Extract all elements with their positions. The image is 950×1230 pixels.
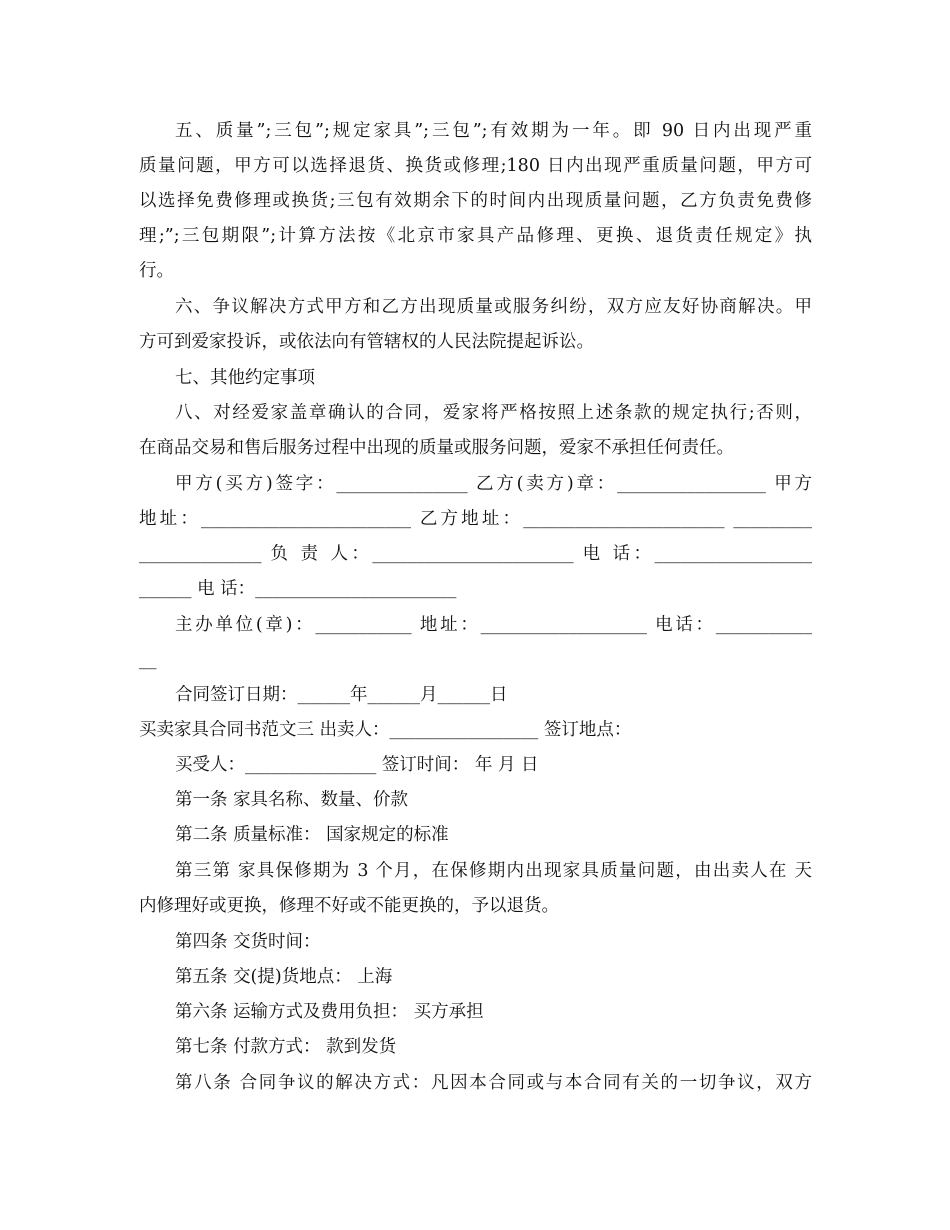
document-line: 第六条 运输方式及费用负担： 买方承担 [175, 1002, 484, 1022]
document-line: 八、对经爱家盖章确认的合同，爱家将严格按照上述条款的规定执行;否则， [175, 403, 812, 423]
document-line: 六、争议解决方式甲方和乙方出现质量或服务纠纷，双方应友好协商解决。甲 [175, 297, 812, 317]
document-line: ______________ 负 责 人：_______________________ 电 话：__________________ [139, 544, 812, 564]
document-line: 主办单位(章)：___________ 地址：___________________ 电话：___________ [175, 615, 812, 635]
document-line: 理;”;三包期限”;计算方法按《北京市家具产品修理、更换、退货责任规定》执 [139, 226, 812, 246]
document-line: 第四条 交货时间： [175, 932, 321, 952]
document-line: 第五条 交(提)货地点： 上海 [175, 967, 393, 987]
document-line: 买受人：_______________ 签订时间： 年 月 日 [175, 755, 539, 775]
document-line: 甲方(买方)签字：_______________ 乙方(卖方)章：_________________ 甲方 [175, 474, 812, 494]
document-line: ______ 电 话：_______________________ [139, 579, 457, 599]
document-line: 在商品交易和售后服务过程中出现的质量或服务问题，爱家不承担任何责任。 [139, 438, 734, 458]
document-line: 七、其他约定事项 [175, 368, 315, 388]
document-line: 内修理好或更换，修理不好或不能更换的，予以退货。 [139, 896, 559, 916]
document-line: 第二条 质量标准： 国家规定的标准 [175, 825, 449, 845]
document-line: 质量问题，甲方可以选择退货、换货或修理;180 日内出现严重质量问题，甲方可 [139, 156, 812, 176]
document-line: 第一条 家具名称、数量、价款 [175, 790, 409, 810]
document-line: 买卖家具合同书范文三 出卖人：_________________ 签订地点： [139, 720, 632, 740]
document-line: 第七条 付款方式： 款到发货 [175, 1037, 397, 1057]
document-line: 五、质量”;三包”;规定家具”;三包”;有效期为一年。即 90 日内出现严重 [175, 121, 812, 141]
document-line: 第八条 合同争议的解决方式：凡因本合同或与本合同有关的一切争议，双方 [175, 1073, 812, 1093]
document-line: 第三第 家具保修期为 3 个月，在保修期内出现家具质量问题，由出卖人在 天 [175, 861, 812, 881]
document-line: 行。 [139, 261, 174, 281]
document-line: __ [139, 650, 157, 670]
document-line: 地址：________________________ 乙方地址：_______________________ _________ [139, 509, 812, 529]
document-line: 方可到爱家投诉，或依法向有管辖权的人民法院提起诉讼。 [139, 332, 594, 352]
document-line: 以选择免费修理或换货;三包有效期余下的时间内出现质量问题，乙方负责免费修 [139, 191, 812, 211]
document-line: 合同签订日期：______年______月______日 [175, 685, 508, 705]
